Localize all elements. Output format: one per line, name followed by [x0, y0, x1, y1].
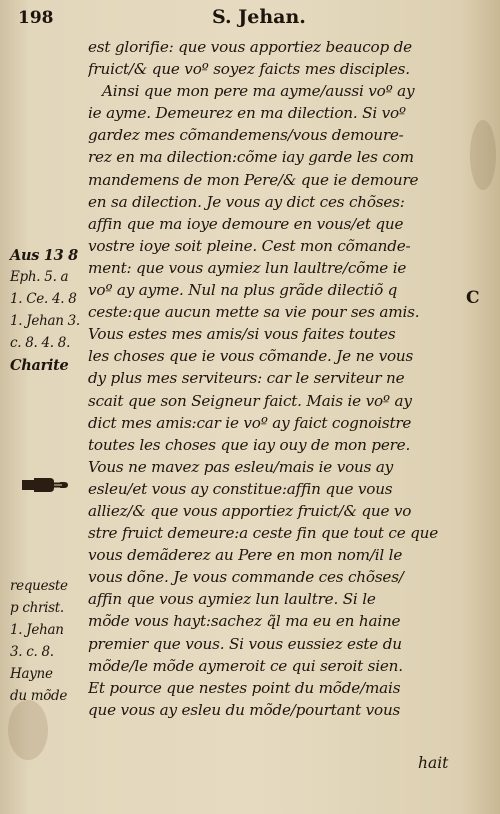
- text-line: vostre ioye soit pleine. Cest mon cõmande-: [88, 236, 411, 255]
- running-title: S. Jehan.: [212, 6, 306, 28]
- margin-note: 3. c. 8.: [10, 644, 54, 660]
- text-line: gardez mes cõmandemens/vous demoure-: [88, 126, 404, 145]
- text-line: ment: que vous aymiez lun laultre/cõme ie: [88, 258, 407, 277]
- text-line: esleu/et vous ay constitue:affin que vous: [88, 479, 393, 498]
- text-line: est glorifie: que vous apportiez beaucop de: [88, 38, 412, 56]
- text-line: toutes les choses que iay ouy de mon pere.: [88, 435, 411, 454]
- margin-note: 1. Ce. 4. 8: [10, 291, 77, 307]
- text-line: mandemens de mon Pere/& que ie demoure: [88, 170, 419, 189]
- text-line: les choses que ie vous cõmande. Je ne vous: [88, 347, 414, 366]
- margin-note: requeste: [10, 578, 68, 594]
- paper-stain: [470, 120, 496, 190]
- text-line: alliez/& que vous apportiez fruict/& que vo: [88, 501, 412, 520]
- text-line: scait que son Seigneur faict. Mais ie voº ay: [88, 391, 412, 410]
- text-line: Ainsi que mon pere ma ayme/aussi voº ay: [102, 82, 415, 101]
- text-line: affin que vous aymiez lun laultre. Si le: [88, 590, 376, 609]
- margin-note: 1. Jehan: [10, 622, 64, 638]
- margin-note: Charite: [10, 357, 69, 374]
- text-line: affin que ma ioye demoure en vous/et que: [88, 214, 404, 233]
- text-line: vous demãderez au Pere en mon nom/il le: [88, 546, 403, 565]
- margin-note: 1. Jehan 3.: [10, 313, 80, 329]
- text-line: stre fruict demeure:a ceste fin que tout ce que: [88, 524, 439, 543]
- folio-number: 198: [18, 8, 54, 28]
- left-margin-notes: [0, 0, 90, 814]
- manicule-icon: [20, 474, 80, 496]
- text-line: Vous ne mavez pas esleu/mais ie vous ay: [88, 457, 394, 476]
- text-line: mõde/le mõde aymeroit ce qui seroit sien.: [88, 656, 403, 675]
- margin-note: p christ.: [10, 600, 64, 616]
- margin-note: du mõde: [10, 688, 68, 704]
- text-line: voº ay ayme. Nul na plus grãde dilectiõ q: [88, 281, 398, 300]
- text-line: dy plus mes serviteurs: car le serviteur ne: [88, 369, 405, 388]
- text-line: Vous estes mes amis/si vous faites toutes: [88, 325, 396, 344]
- main-text-block: [88, 36, 460, 721]
- text-line: que vous ay esleu du mõde/pourtant vous: [88, 700, 401, 719]
- text-line: en sa dilection. Je vous ay dict ces chõses:: [88, 192, 405, 211]
- margin-note: Hayne: [10, 666, 53, 682]
- text-line: dict mes amis:car ie voº ay faict cognoistre: [88, 413, 412, 432]
- margin-note: Aus 13 8: [10, 247, 78, 264]
- right-margin-mark: C: [466, 288, 480, 308]
- margin-note: Eph. 5. a: [10, 269, 69, 285]
- margin-note: c. 8. 4. 8.: [10, 335, 71, 351]
- text-line: fruict/& que voº soyez faicts mes disciples.: [88, 60, 410, 79]
- text-line: vous dõne. Je vous commande ces chõses/: [88, 568, 404, 587]
- text-line: ie ayme. Demeurez en ma dilection. Si voº: [88, 104, 406, 123]
- text-line: mõde vous hayt:sachez q̃l ma eu en haine: [88, 612, 401, 631]
- text-line: Et pource que nestes point du mõde/mais: [88, 678, 401, 697]
- catchword: hait: [418, 754, 449, 772]
- text-line: ceste:que aucun mette sa vie pour ses amis.: [88, 303, 420, 322]
- text-line: premier que vous. Si vous eussiez este du: [88, 634, 402, 653]
- text-line: rez en ma dilection:cõme iay garde les com: [88, 148, 414, 167]
